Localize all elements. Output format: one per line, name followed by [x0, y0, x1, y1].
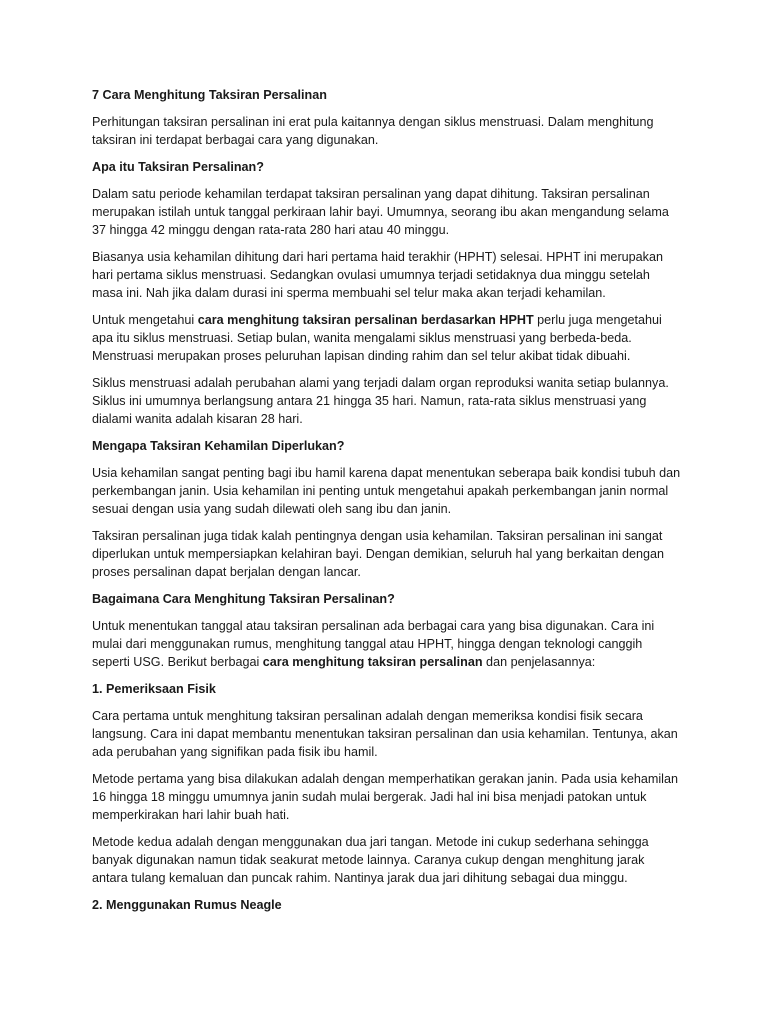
paragraph: Cara pertama untuk menghitung taksiran persalinan adalah dengan memeriksa kondisi fisik secara langsung. Cara ini dapat membantu menentukan taksiran persalinan dan usia kehamilan. Tentunya, akan ada perubahan yang signifikan pada fisik ibu hamil. — [92, 709, 678, 759]
paragraph: Metode pertama yang bisa dilakukan adalah dengan memperhatikan gerakan janin. Pada usia kehamilan 16 hingga 18 minggu umumnya janin sudah mulai bergerak. Jadi hal ini bisa menjadi patokan untuk memperkirakan hari lahir buah hati. — [92, 772, 678, 822]
paragraph — [92, 311, 682, 365]
bold-text-run: cara menghitung taksiran persalinan — [262, 655, 483, 669]
text-run: Untuk menentukan tanggal atau taksiran persalinan ada berbagai cara yang bisa digunakan. Cara ini mulai dari menggunakan rumus, menghitung tanggal atau HPHT, hingga dengan teknologi canggih seperti USG. Berikut berbagai — [92, 619, 655, 669]
document-page — [92, 86, 682, 923]
section-heading-mengapa: Mengapa Taksiran Kehamilan Diperlukan? — [92, 439, 345, 453]
intro-paragraph: Perhitungan taksiran persalinan ini erat pula kaitannya dengan siklus menstruasi. Dalam menghitung taksiran ini terdapat berbagai cara yang digunakan. — [92, 115, 654, 147]
method-heading-rumus-neagle: 2. Menggunakan Rumus Neagle — [92, 898, 282, 912]
paragraph: Usia kehamilan sangat penting bagi ibu hamil karena dapat menentukan seberapa baik kondisi tubuh dan perkembangan janin. Usia kehamilan ini penting untuk mengetahui apakah perkembangan janin normal sesuai dengan usia yang sudah dilewati oleh sang ibu dan janin. — [92, 466, 681, 516]
paragraph: Siklus menstruasi adalah perubahan alami yang terjadi dalam organ reproduksi wanita setiap bulannya. Siklus ini umumnya berlangsung antara 21 hingga 35 hari. Namun, rata-rata siklus menstruasi yang dialami wanita adalah kisaran 28 hari. — [92, 376, 669, 426]
paragraph: Biasanya usia kehamilan dihitung dari hari pertama haid terakhir (HPHT) selesai. HPHT ini merupakan hari pertama siklus menstruasi. Sedangkan ovulasi umumnya terjadi setidaknya dua minggu setelah masa ini. Nah jika dalam durasi ini sperma membuahi sel telur maka akan terjadi kehamilan. — [92, 250, 663, 300]
text-run: dan penjelasannya: — [482, 655, 596, 669]
method-heading-pemeriksaan-fisik: 1. Pemeriksaan Fisik — [92, 682, 216, 696]
document-title: 7 Cara Menghitung Taksiran Persalinan — [92, 88, 327, 102]
bold-text-run: cara menghitung taksiran persalinan berdasarkan HPHT — [197, 313, 534, 327]
section-heading-apa-itu: Apa itu Taksiran Persalinan? — [92, 160, 264, 174]
section-heading-bagaimana: Bagaimana Cara Menghitung Taksiran Persalinan? — [92, 592, 395, 606]
paragraph — [92, 617, 682, 671]
paragraph: Metode kedua adalah dengan menggunakan dua jari tangan. Metode ini cukup sederhana sehingga banyak digunakan namun tidak seakurat metode lainnya. Caranya cukup dengan menghitung jarak antara tulang kemaluan dan puncak rahim. Nantinya jarak dua jari dihitung sebagai dua minggu. — [92, 835, 649, 885]
paragraph: Dalam satu periode kehamilan terdapat taksiran persalinan yang dapat dihitung. Taksiran persalinan merupakan istilah untuk tanggal perkiraan lahir bayi. Umumnya, seorang ibu akan mengandung selama 37 hingga 42 minggu dengan rata-rata 280 hari atau 40 minggu. — [92, 187, 669, 237]
text-run: perlu juga mengetahui apa itu siklus menstruasi. Setiap bulan, wanita mengalami siklus menstruasi yang berbeda-beda. Menstruasi merupakan proses peluruhan lapisan dinding rahim dan sel telur akibat tidak dibuahi. — [92, 313, 662, 363]
text-run: Untuk mengetahui — [92, 313, 198, 327]
paragraph: Taksiran persalinan juga tidak kalah pentingnya dengan usia kehamilan. Taksiran persalinan ini sangat diperlukan untuk mempersiapkan kelahiran bayi. Dengan demikian, seluruh hal yang berkaitan dengan proses persalinan dapat berjalan dengan lancar. — [92, 529, 664, 579]
